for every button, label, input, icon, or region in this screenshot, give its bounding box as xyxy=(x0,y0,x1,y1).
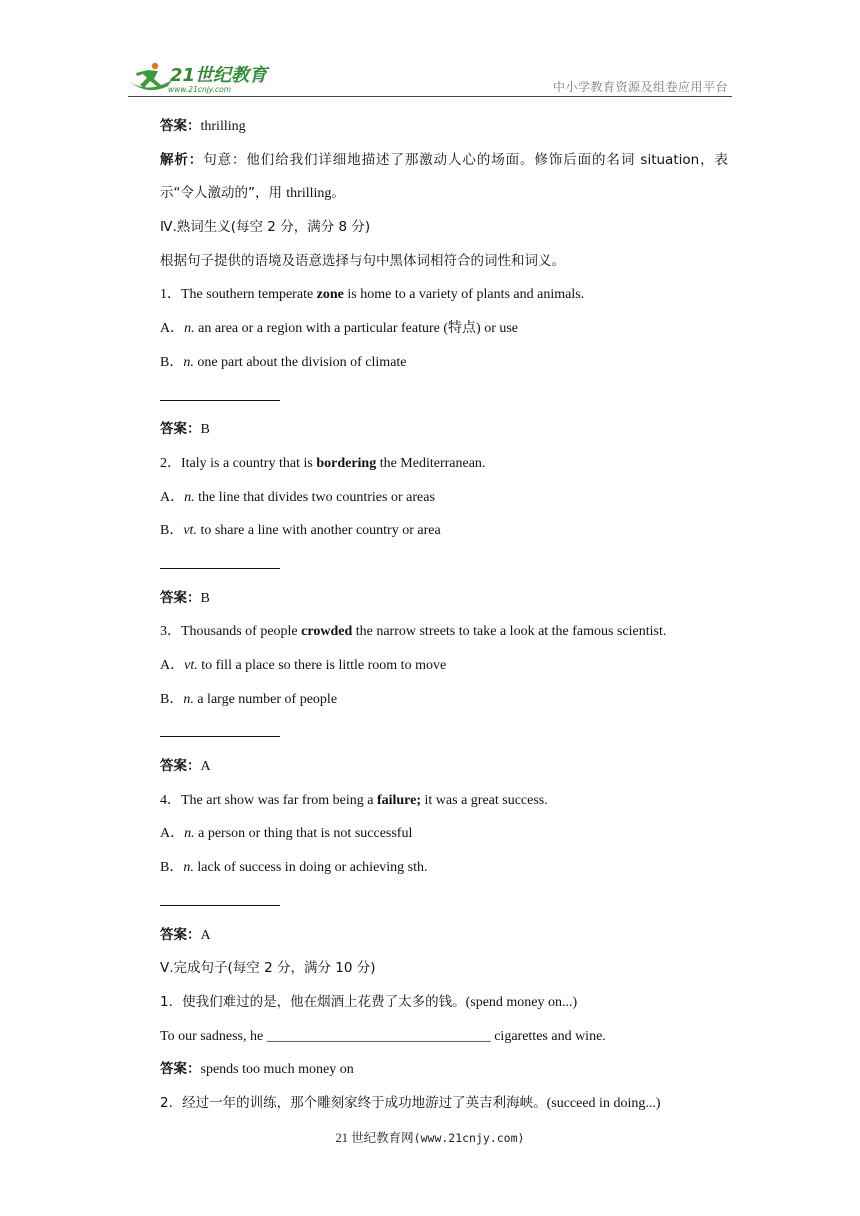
option-letter: B． xyxy=(160,860,184,876)
option-text: one part about the division of climate xyxy=(193,354,407,370)
question-number: 4． xyxy=(160,792,181,808)
section-title: Ⅴ.完成句子 xyxy=(160,960,228,977)
sentence-question xyxy=(160,1087,728,1121)
section-score: (每空 2 分，满分 10 分) xyxy=(227,960,376,977)
question-chinese: 1．使我们难过的是，他在烟酒上花费了太多的钱。 xyxy=(160,993,466,1010)
answer-value: thrilling xyxy=(200,119,246,134)
answer-label: 答案： xyxy=(160,421,201,438)
stem-after: the narrow streets to take a look at the famous scientist. xyxy=(352,624,667,640)
answer-line xyxy=(160,919,728,953)
footer-site-name: 21 世纪教育网 xyxy=(335,1131,414,1145)
blank-underline xyxy=(160,885,280,906)
section-4-heading xyxy=(160,211,728,245)
option-letter: A． xyxy=(160,826,185,842)
option-b xyxy=(160,514,728,548)
answer-value: spends too much money on xyxy=(200,1062,354,1078)
answer-label: 答案： xyxy=(160,118,201,134)
option-text: lack of success in doing or achieving sth. xyxy=(193,860,428,876)
part-of-speech: n. xyxy=(183,691,194,707)
option-a xyxy=(160,649,728,683)
answer-line xyxy=(160,110,728,144)
option-text: a person or thing that is not successful xyxy=(194,826,413,842)
question-hint: (spend money on...) xyxy=(465,994,578,1010)
answer-line xyxy=(160,413,728,447)
analysis-word: thrilling xyxy=(286,186,332,202)
analysis-text: 句意：他们给我们详细地描述了那激动人心的场面。修饰后面的名词 situation，表示“令人激动的”，用 xyxy=(160,151,728,202)
answer-value: A xyxy=(200,927,211,943)
answer-blank xyxy=(160,885,728,919)
logo-text: 21世纪教育 xyxy=(170,65,268,86)
question-hint: (succeed in doing...) xyxy=(546,1095,661,1111)
keyword: bordering xyxy=(316,455,377,471)
blank-underline xyxy=(160,380,280,401)
section-title: Ⅳ.熟词生义 xyxy=(160,219,231,236)
answer-label: 答案： xyxy=(160,758,201,775)
option-text: a large number of people xyxy=(193,691,338,707)
section-5-heading xyxy=(160,952,728,986)
runner-icon xyxy=(130,63,172,90)
keyword: zone xyxy=(316,287,344,303)
option-text: to share a line with another country or area xyxy=(196,523,441,539)
answer-value: A xyxy=(200,759,211,775)
answer-line xyxy=(160,1053,728,1087)
answer-value: B xyxy=(200,590,210,606)
option-letter: B． xyxy=(160,523,184,539)
option-b xyxy=(160,683,728,717)
option-letter: B． xyxy=(160,354,184,370)
option-a xyxy=(160,481,728,515)
option-letter: A． xyxy=(160,321,185,337)
section-instruction: 根据句子提供的语境及语意选择与句中黑体词相符合的词性和词义。 xyxy=(160,252,565,269)
answer-label: 答案： xyxy=(160,926,201,943)
answer-blank xyxy=(160,548,728,582)
answer-label: 答案： xyxy=(160,1061,201,1078)
stem-before: The art show was far from being a xyxy=(181,792,377,808)
logo-url: www.21cnjy.com xyxy=(168,85,232,94)
part-of-speech: vt. xyxy=(183,523,197,539)
part-of-speech: n. xyxy=(183,354,194,370)
stem-before: Thousands of people xyxy=(181,624,302,640)
part-of-speech: n. xyxy=(184,826,195,842)
option-b xyxy=(160,346,728,380)
analysis-label: 解析： xyxy=(160,151,204,168)
part-of-speech: n. xyxy=(184,321,195,337)
question-stem xyxy=(160,447,728,481)
document-body xyxy=(160,110,728,1121)
stem-after: it was a great success. xyxy=(421,792,548,808)
part-of-speech: vt. xyxy=(184,658,198,674)
question-number: 1． xyxy=(160,287,181,303)
option-text: the line that divides two countries or areas xyxy=(194,489,435,505)
stem-before: The southern temperate xyxy=(181,287,317,303)
option-text: to fill a place so there is little room to move xyxy=(197,658,447,674)
answer-line xyxy=(160,582,728,616)
option-b xyxy=(160,851,728,885)
question-number: 2． xyxy=(160,455,181,471)
question-chinese: 2．经过一年的训练，那个雕刻家终于成功地游过了英吉利海峡。 xyxy=(160,1094,547,1111)
answer-blank xyxy=(160,380,728,414)
part-of-speech: n. xyxy=(183,860,194,876)
question-stem xyxy=(160,784,728,818)
option-a xyxy=(160,312,728,346)
stem-after: the Mediterranean. xyxy=(376,455,486,471)
sentence-to-complete: To our sadness, he ________________________________ cigarettes and wine. xyxy=(160,1028,606,1044)
question-stem xyxy=(160,278,728,312)
part-of-speech: n. xyxy=(184,489,195,505)
21cnjy-logo xyxy=(128,60,288,94)
option-text: an area or a region with a particular feature (特点) or use xyxy=(194,321,519,337)
question-number: 3． xyxy=(160,624,181,640)
answer-label: 答案： xyxy=(160,589,201,606)
blank-underline xyxy=(160,716,280,737)
blank-underline xyxy=(160,548,280,569)
option-letter: A． xyxy=(160,658,185,674)
option-a xyxy=(160,817,728,851)
analysis-end: 。 xyxy=(331,185,345,202)
footer-url: (www.21cnjy.com) xyxy=(413,1131,525,1145)
keyword: crowded xyxy=(301,624,353,640)
stem-before: Italy is a country that is xyxy=(181,455,317,471)
page-header xyxy=(128,58,732,97)
answer-value: B xyxy=(200,422,210,438)
option-letter: B． xyxy=(160,691,184,707)
stem-after: is home to a variety of plants and animals. xyxy=(343,287,585,303)
answer-blank xyxy=(160,716,728,750)
keyword: failure; xyxy=(376,792,422,808)
sentence-question xyxy=(160,986,728,1020)
answer-line xyxy=(160,750,728,784)
section-score: (每空 2 分，满分 8 分) xyxy=(230,219,371,236)
option-letter: A． xyxy=(160,489,185,505)
header-platform-text: 中小学教育资源及组卷应用平台 xyxy=(552,80,728,94)
analysis-paragraph xyxy=(160,144,728,211)
question-stem xyxy=(160,615,728,649)
page-footer xyxy=(0,1128,860,1146)
